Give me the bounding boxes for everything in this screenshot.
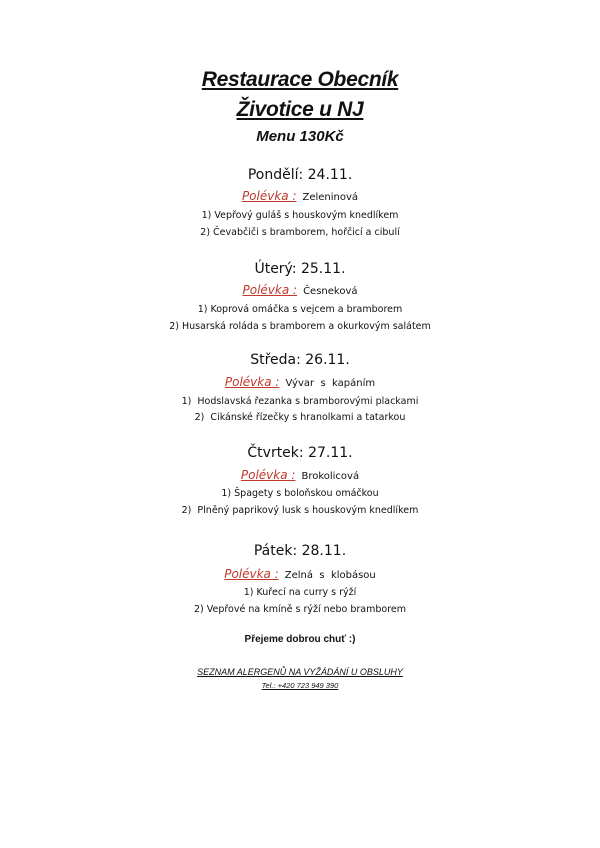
soup-value: Zelná s klobásou xyxy=(284,570,376,581)
day-heading-wednesday: Středa: 26.11. xyxy=(250,352,350,368)
dish-item: 1) Špagety s boloňskou omáčkou xyxy=(221,488,379,499)
menu-price: Menu 130Kč xyxy=(256,128,344,145)
day-heading-tuesday: Úterý: 25.11. xyxy=(254,261,346,277)
soup-row-friday xyxy=(0,566,600,584)
day-heading-thursday: Čtvrtek: 27.11. xyxy=(247,445,353,461)
phone-number: Tel.: +420 723 949 390 xyxy=(261,681,339,690)
dish-item: 2) Cikánské řízečky s hranolkami a tatarkou xyxy=(194,412,406,423)
dish-item: 2) Plněný paprikový lusk s houskovým knedlíkem xyxy=(181,505,419,516)
soup-row-monday xyxy=(0,188,600,206)
dish-item: 2) Husarská roláda s bramborem a okurkovým salátem xyxy=(169,321,431,332)
soup-row-thursday xyxy=(0,467,600,485)
day-heading-monday: Pondělí: 24.11. xyxy=(247,167,353,183)
soup-label: Polévka : xyxy=(241,189,297,203)
soup-label: Polévka : xyxy=(224,375,280,389)
soup-label: Polévka : xyxy=(224,567,279,581)
dish-item: 1) Koprová omáčka s vejcem a bramborem xyxy=(197,304,403,315)
soup-label: Polévka : xyxy=(242,283,298,297)
dish-item: 2) Čevabčiči s bramborem, hořčicí a cibulí xyxy=(200,227,400,238)
dish-item: 2) Vepřové na kmíně s rýží nebo bramborem xyxy=(193,604,407,615)
soup-value: Zeleninová xyxy=(302,192,359,203)
allergens-note: SEZNAM ALERGENŮ NA VYŽÁDÁNÍ U OBSLUHY xyxy=(197,667,403,677)
dish-item: 1) Kuřecí na curry s rýží xyxy=(243,587,357,598)
bon-appetit-note: Přejeme dobrou chuť :) xyxy=(244,634,356,645)
dish-item: 1) Vepřový guláš s houskovým knedlíkem xyxy=(201,210,399,221)
dish-item: 1) Hodslavská řezanka s bramborovými plackami xyxy=(181,396,419,407)
restaurant-name: Restaurace Obecník xyxy=(201,68,399,91)
restaurant-location: Životice u NJ xyxy=(236,98,364,121)
soup-value: Česneková xyxy=(303,286,358,297)
day-heading-friday: Pátek: 28.11. xyxy=(253,543,347,559)
soup-value: Brokolicová xyxy=(301,471,360,482)
soup-row-tuesday xyxy=(0,282,600,300)
soup-row-wednesday xyxy=(0,374,600,392)
soup-label: Polévka : xyxy=(240,468,296,482)
soup-value: Vývar s kapáním xyxy=(285,378,376,389)
